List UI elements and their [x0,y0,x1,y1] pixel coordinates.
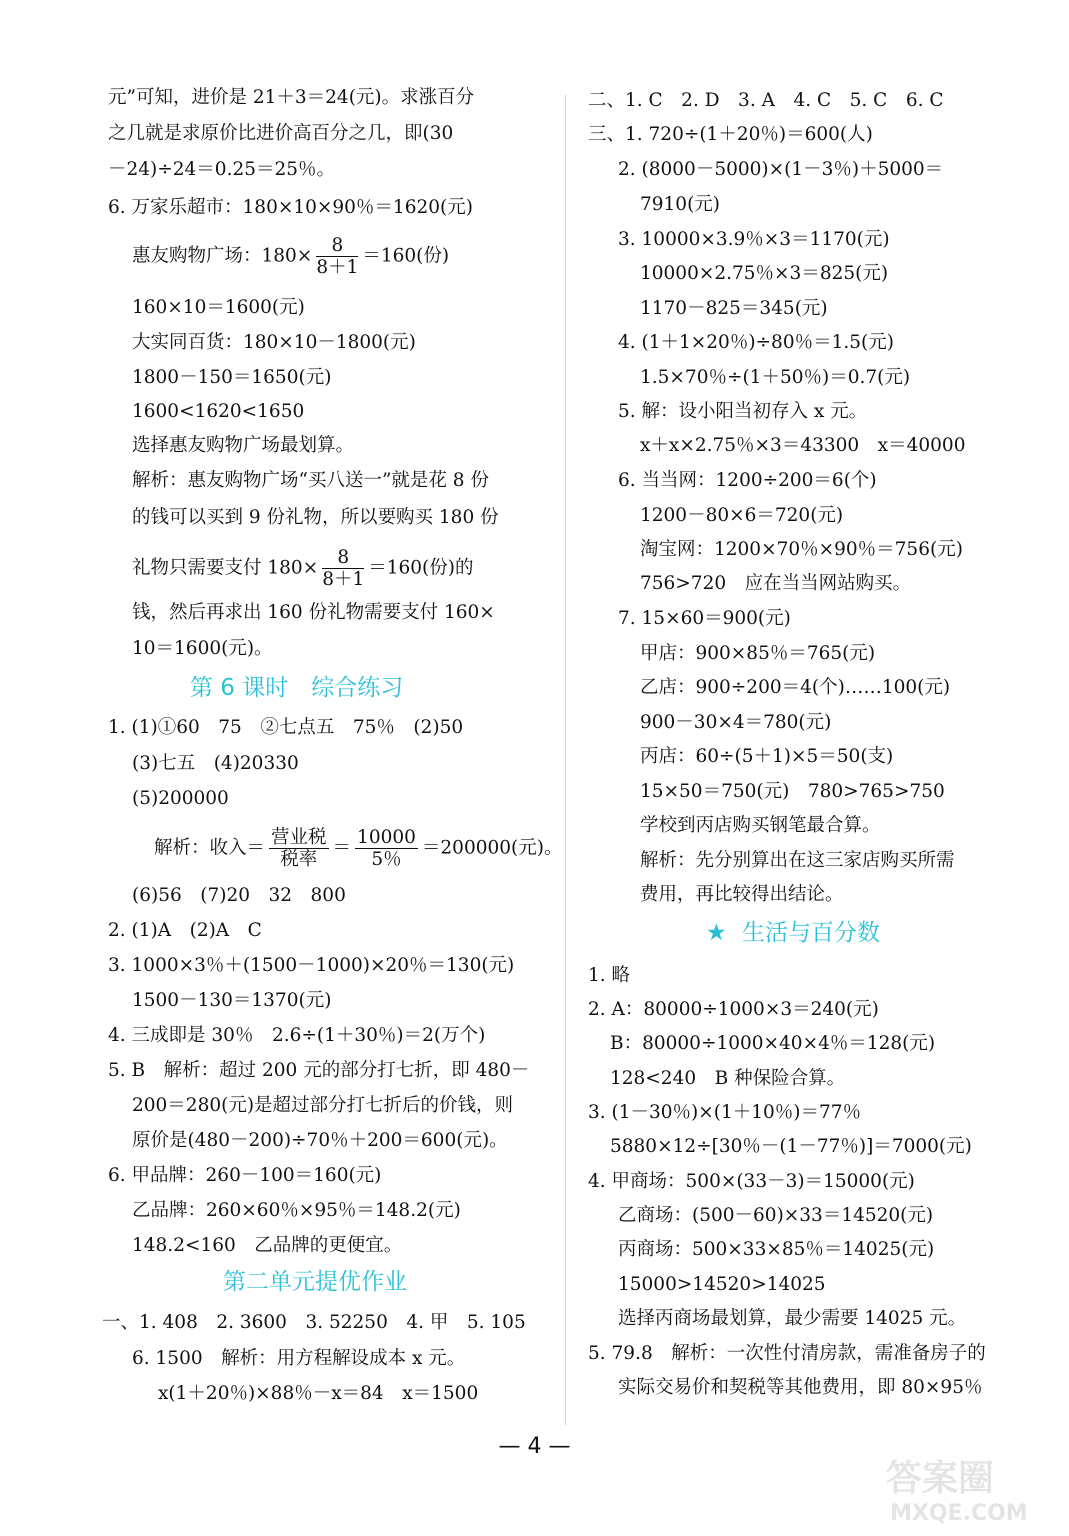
analysis-line: 费用，再比较得出结论。 [640,884,844,905]
text-line: 5. 解：设小阳当初存入 x 元。 [618,401,868,422]
text-line: 2. (1)A (2)A C [108,920,262,941]
text-line: 1. (1)①60 75 ②七点五 75％ (2)50 [108,717,464,738]
page-number: — 4 — [498,1434,571,1459]
text-line: －24)÷24＝0.25＝25％。 [108,159,336,180]
text-line: x＋x×2.75％×3＝43300 x＝40000 [640,435,966,456]
text-line: 5. B 解析：超过 200 元的部分打七折，即 480－ [108,1060,530,1081]
text-line: 乙品牌：260×60％×95％＝148.2(元) [132,1200,461,1221]
watermark-logo [880,1448,1055,1528]
text-line: 2. A：80000÷1000×3＝240(元) [588,999,879,1020]
text-line: 4. (1＋1×20％)÷80％＝1.5(元) [618,332,894,353]
fraction-numerator: 10000 [357,827,416,848]
text-line: 3. 10000×3.9％×3＝1170(元) [618,229,890,250]
text-line: 淘宝网：1200×70％×90％＝756(元) [640,539,963,560]
fraction-line [154,827,562,870]
analysis-line: 5. 79.8 解析：一次性付清房款，需准备房子的 [588,1343,986,1364]
text-span: ＝160(份) [362,245,450,267]
text-line: 丙店：60÷(5＋1)×5＝50(支) [640,746,894,767]
analysis-line: 的钱可以买到 9 份礼物，所以要购买 180 份 [132,507,499,528]
fraction-line [132,547,474,590]
analysis-line: 实际交易价和契税等其他费用，即 80×95％ [618,1377,983,1398]
fraction-line [132,235,449,278]
text-line: 6. 甲品牌：260－100＝160(元) [108,1165,382,1186]
text-line: 160×10＝1600(元) [132,297,305,318]
text-line: 7910(元) [640,194,721,215]
text-line: (6)56 (7)20 32 800 [132,885,346,906]
section-title-unit-2: 第二单元提优作业 [223,1269,407,1295]
fraction [355,827,418,870]
text-line: (3)七五 (4)20330 [132,753,299,774]
text-line: 学校到丙店购买钢笔最合算。 [640,815,881,836]
text-line: 乙商场：(500－60)×33＝14520(元) [618,1205,934,1226]
text-line: 选择丙商场最划算，最少需要 14025 元。 [618,1308,967,1329]
text-line: 148.2<160 乙品牌的更便宜。 [132,1235,403,1256]
fraction-denominator: 5％ [371,849,402,870]
text-line: 4. 甲商场：500×(33－3)＝15000(元) [588,1171,915,1192]
text-line: 900－30×4＝780(元) [640,712,832,733]
text-line: 之几就是求原价比进价高百分之几，即(30 [108,123,454,144]
text-span: 惠友购物广场：180× [132,245,313,267]
text-line: 1500－130＝1370(元) [132,990,332,1011]
text-line: 2. (8000－5000)×(1－3％)＋5000＝ [618,159,944,180]
text-line: 1600<1620<1650 [132,401,305,422]
fraction-numerator: 8 [316,235,358,257]
text-line: 6. 万家乐超市：180×10×90％＝1620(元) [108,197,473,218]
text-span: ＝200000(元)。 [421,837,563,859]
fraction [322,547,364,590]
text-line: 6. 当当网：1200÷200＝6(个) [618,470,877,491]
text-line: 三、1. 720÷(1＋20％)＝600(人) [588,124,873,145]
text-line: 6. 1500 解析：用方程解设成本 x 元。 [132,1348,466,1369]
text-line: 15000>14520>14025 [618,1274,826,1295]
fraction-denominator: 8＋1 [316,257,359,278]
text-line: 3. (1－30％)×(1＋10％)＝77％ [588,1102,862,1123]
text-line: 4. 三成即是 30％ 2.6÷(1＋30％)＝2(万个) [108,1025,486,1046]
text-line: 7. 15×60＝900(元) [618,608,791,629]
text-line: 10000×2.75％×3＝825(元) [640,263,889,284]
text-line: 乙店：900÷200＝4(个)……100(元) [640,677,951,698]
text-line: x(1＋20％)×88％－x＝84 x＝1500 [158,1383,479,1404]
fraction-numerator: 营业税 [271,827,327,848]
text-span: ＝160(份)的 [368,557,474,579]
text-line: 二、1. C 2. D 3. A 4. C 5. C 6. C [588,90,944,111]
text-line: 选择惠友购物广场最划算。 [132,435,355,456]
text-line: 甲店：900×85％＝765(元) [640,643,876,664]
star-icon: ★ [706,920,727,946]
text-line: 1.5×70％÷(1＋50％)＝0.7(元) [640,367,911,388]
text-span: 礼物只需要支付 180× [132,557,319,579]
text-span: 解析：收入＝ [154,837,266,859]
text-span: ＝ [332,837,352,859]
text-line: 756>720 应在当当网站购买。 [640,573,912,594]
text-line: (5)200000 [132,788,229,809]
watermark-text-cn: 答案圈 [886,1458,995,1499]
analysis-line: 钱，然后再求出 160 份礼物需要支付 160× [132,602,495,623]
section-title-text: 生活与百分数 [741,920,880,946]
analysis-line: 10＝1600(元)。 [132,638,273,659]
analysis-line: 解析：先分别算出在这三家店购买所需 [640,850,955,871]
text-line: B：80000÷1000×40×4％＝128(元) [610,1033,936,1054]
fraction-numerator: 8 [322,547,364,569]
column-divider [565,95,566,1425]
section-title-life-percent [706,918,880,948]
text-line: 丙商场：500×33×85％＝14025(元) [618,1239,935,1260]
text-line: 大实同百货：180×10－1800(元) [132,332,416,353]
fraction [269,827,329,870]
fraction [316,235,358,278]
text-line: 1. 略 [588,965,631,986]
text-line: 一、1. 408 2. 3600 3. 52250 4. 甲 5. 105 [102,1312,526,1333]
text-line: 1800－150＝1650(元) [132,367,332,388]
text-line: 3. 1000×3％＋(1500－1000)×20％＝130(元) [108,955,515,976]
analysis-line: 解析：惠友购物广场“买八送一”就是花 8 份 [132,470,489,491]
text-line: 原价是(480－200)÷70％＋200＝600(元)。 [132,1130,508,1151]
text-line: 200＝280(元)是超过部分打七折后的价钱，则 [132,1095,514,1116]
text-line: 元”可知，进价是 21＋3＝24(元)。求涨百分 [108,87,475,108]
fraction-denominator: 税率 [280,849,318,870]
section-title-lesson-6: 第 6 课时 综合练习 [190,675,404,701]
fraction-denominator: 8＋1 [322,569,365,590]
text-line: 1170－825＝345(元) [640,298,828,319]
watermark-text-url: MXQE.COM [890,1501,1028,1526]
text-line: 5880×12÷[30％－(1－77％)]＝7000(元) [610,1136,972,1157]
text-line: 1200－80×6＝720(元) [640,505,844,526]
text-line: 128<240 B 种保险合算。 [610,1068,846,1089]
text-line: 15×50＝750(元) 780>765>750 [640,781,945,802]
